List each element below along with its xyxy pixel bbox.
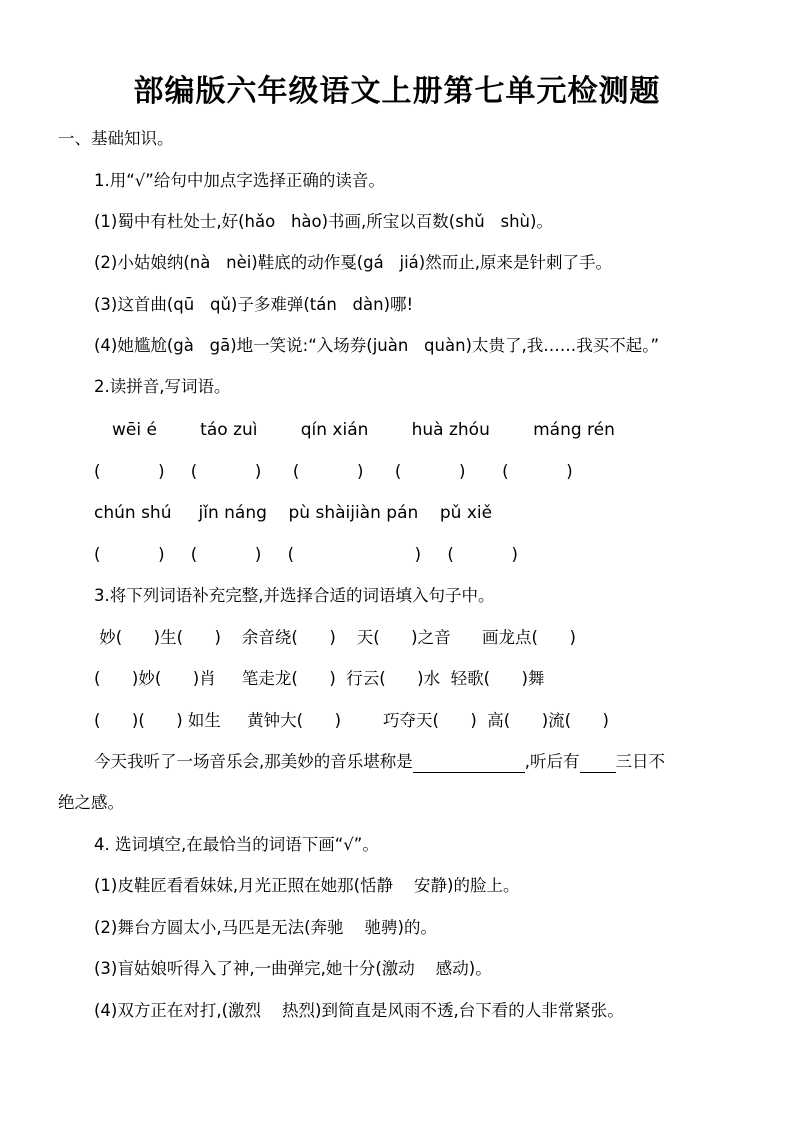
page-title: 部编版六年级语文上册第七单元检测题 [133, 74, 661, 109]
idiom-row-3: ( )( ) 如生 黄钟大( ) 巧夺天( ) 高( )流( ) [94, 711, 609, 730]
question-4-item-2: (2)舞台方圆太小,马匹是无法(奔驰 驰骋)的。 [94, 918, 437, 937]
fill-sentence-continuation: 绝之感。 [58, 793, 124, 812]
question-4-item-1: (1)皮鞋匠看看妹妹,月光正照在她那(恬静 安静)的脸上。 [94, 876, 520, 895]
question-1-item-1: (1)蜀中有杜处士,好(hǎo hào)书画,所宝以百数(shǔ shù)。 [94, 212, 553, 231]
answer-brackets-row-2: ( ) ( ) ( ) ( ) [94, 545, 518, 564]
idiom-row-2: ( )妙( )肖 笔走龙( ) 行云( )水 轻歌( )舞 [94, 669, 545, 688]
question-1-item-4: (4)她尴尬(gà gā)地一笑说:“入场券(juàn quàn)太贵了,我……我买不起。” [94, 336, 660, 355]
idiom-row-1: 妙( )生( ) 余音绕( ) 天( )之音 画龙点( ) [94, 628, 576, 647]
fill-sentence-part-a: 今天我听了一场音乐会,那美妙的音乐堪称是 [94, 752, 413, 771]
fill-sentence-part-c: 三日不 [615, 752, 665, 771]
answer-blank[interactable] [580, 754, 616, 773]
question-1-heading: 1.用“√”给句中加点字选择正确的读音。 [94, 171, 385, 190]
answer-blank[interactable] [413, 754, 525, 773]
pinyin-row-1: wēi é táo zuì qín xián huà zhóu máng rén [112, 420, 615, 440]
question-4-heading: 4. 选词填空,在最恰当的词语下画“√”。 [94, 835, 379, 854]
question-2-heading: 2.读拼音,写词语。 [94, 377, 231, 396]
fill-sentence-part-b: ,听后有 [524, 752, 580, 771]
question-4-item-4: (4)双方正在对打,(激烈 热烈)到简直是风雨不透,台下看的人非常紧张。 [94, 1001, 624, 1020]
fill-sentence [94, 751, 665, 773]
answer-brackets-row-1: ( ) ( ) ( ) ( ) ( ) [94, 462, 573, 481]
section-heading: 一、基础知识。 [58, 129, 174, 148]
question-1-item-3: (3)这首曲(qū qǔ)子多难弹(tán dàn)哪! [94, 295, 414, 314]
question-3-heading: 3.将下列词语补充完整,并选择合适的词语填入句子中。 [94, 586, 495, 605]
pinyin-row-2: chún shú jǐn náng pù shàijiàn pán pǔ xiě [94, 503, 493, 523]
question-1-item-2: (2)小姑娘纳(nà nèi)鞋底的动作戛(gá jiá)然而止,原来是针刺了手。 [94, 253, 612, 272]
question-4-item-3: (3)盲姑娘听得入了神,一曲弹完,她十分(激动 感动)。 [94, 959, 492, 978]
